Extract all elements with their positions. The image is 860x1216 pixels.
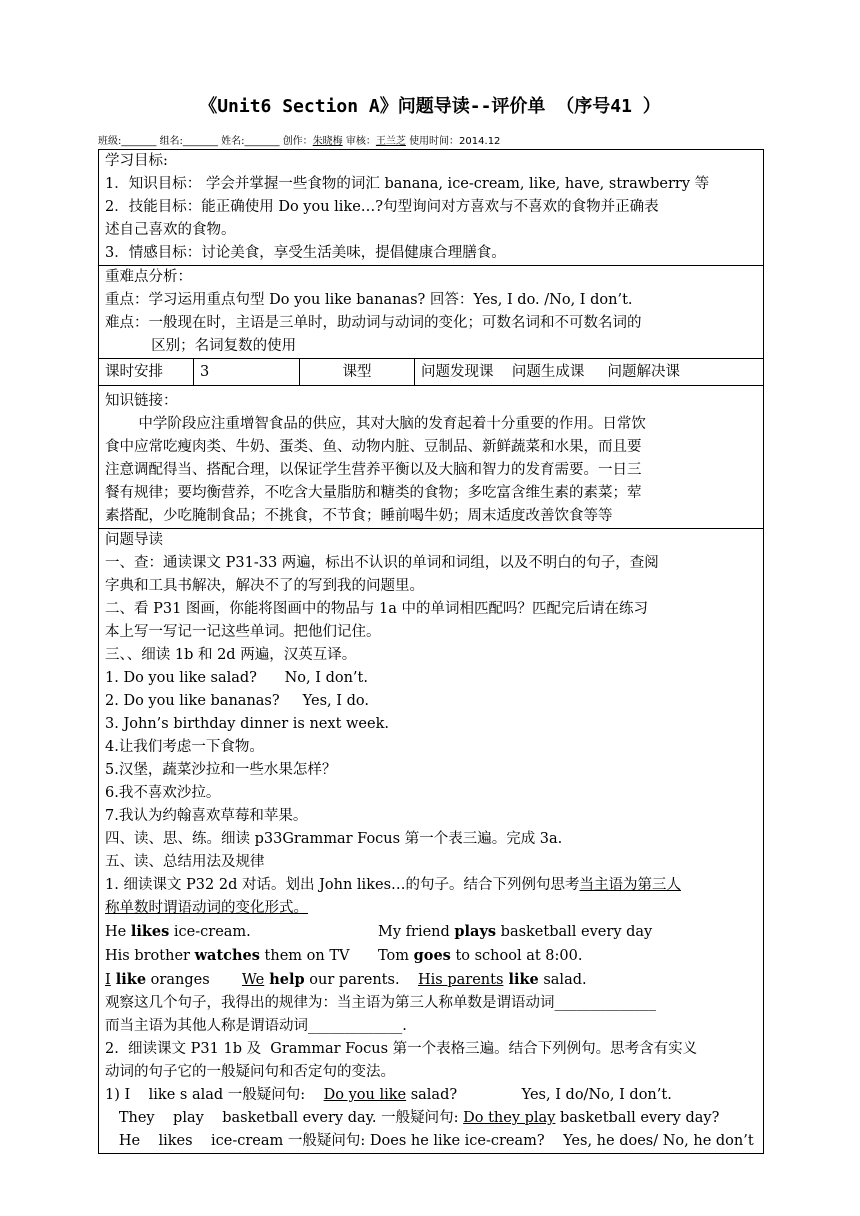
guide-line: 2. 细读课文 P31 1b 及 Grammar Focus 第一个表格三遍。结合下列例句。思考含有实义 bbox=[105, 1041, 698, 1057]
date-label: 使用时间：2014.12 bbox=[409, 136, 501, 147]
example-text: salad. bbox=[538, 972, 587, 988]
example-text: Tom bbox=[378, 948, 414, 964]
example-text: His brother bbox=[105, 948, 195, 964]
learning-goals-cell bbox=[99, 150, 764, 266]
guide-heading: 问题导读 bbox=[105, 532, 163, 548]
example-verb: goes bbox=[413, 947, 451, 964]
example-text: ice-cream. bbox=[169, 924, 251, 940]
example-verb: plays bbox=[454, 923, 497, 940]
key-points-cell bbox=[99, 266, 764, 359]
author-label: 创作： bbox=[282, 136, 313, 147]
example-row bbox=[105, 920, 757, 944]
key-point-line: 区别；名词复数的使用 bbox=[105, 338, 297, 354]
example-subject: We bbox=[241, 972, 265, 988]
example-sentence bbox=[378, 920, 652, 944]
example-row bbox=[105, 968, 757, 992]
author-value: 朱晓梅 bbox=[312, 136, 343, 147]
lesson-type-label: 课型 bbox=[300, 359, 415, 386]
reviewer-label: 审核： bbox=[345, 136, 376, 147]
guide-line: 三、、细读 1b 和 2d 两遍，汉英互译。 bbox=[105, 647, 357, 663]
translation-item: 3. John’s birthday dinner is next week. bbox=[105, 716, 389, 732]
translation-item: 5.汉堡，蔬菜沙拉和一些水果怎样？ bbox=[105, 762, 337, 778]
knowledge-line: 中学阶段应注重增智食品的供应，其对大脑的发育起着十分重要的作用。日常饮 bbox=[138, 416, 646, 432]
example-verb: likes bbox=[130, 923, 170, 940]
example-text: to school at 8:00. bbox=[450, 948, 583, 964]
observation-line: 观察这几个句子，我得出的规律为：当主语为第三人称单数是谓语动词______________ bbox=[105, 995, 656, 1011]
example-verb: help bbox=[264, 971, 305, 988]
knowledge-line: 注意调配得当、搭配合理，以保证学生营养平衡以及大脑和智力的发育需要。一日三 bbox=[105, 462, 642, 478]
guide-line: 本上写一写记一记这些单词。把他们记住。 bbox=[105, 624, 381, 640]
lesson-types: 问题发现课 问题生成课 问题解决课 bbox=[415, 359, 764, 386]
guide-line bbox=[105, 897, 757, 920]
guide-line: 动词的句子它的一般疑问句和否定句的变法。 bbox=[105, 1064, 395, 1080]
knowledge-heading: 知识链接： bbox=[105, 393, 178, 409]
group-field: 组名:_______ bbox=[159, 136, 218, 147]
example-verb: like bbox=[503, 971, 539, 988]
knowledge-line: 素搭配，少吃腌制食品；不挑食，不节食；睡前喝牛奶；周末适度改善饮食等等 bbox=[105, 508, 613, 524]
observation-line: 而当主语为其他人称是谓语动词_____________. bbox=[105, 1018, 407, 1034]
key-points-heading: 重难点分析： bbox=[105, 269, 192, 285]
document-meta bbox=[98, 132, 778, 147]
translation-item: 6.我不喜欢沙拉。 bbox=[105, 785, 221, 801]
rule-underlined: 称单数时谓语动词的变化形式。 bbox=[105, 900, 308, 916]
example-text: oranges bbox=[146, 972, 242, 988]
knowledge-line: 食中应常吃瘦肉类、牛奶、蛋类、鱼、动物内脏、豆制品、新鲜蔬菜和水果，而且要 bbox=[105, 439, 642, 455]
example-sentence bbox=[378, 944, 582, 968]
worksheet-table bbox=[98, 149, 764, 1154]
guide-line: 五、读、总结用法及规律 bbox=[105, 854, 265, 870]
question-text: basketball every day? bbox=[555, 1110, 720, 1126]
guide-line: 二、看 P31 图画，你能将图画中的物品与 1a 中的单词相匹配吗？匹配完后请在练习 bbox=[105, 601, 649, 617]
knowledge-link-cell bbox=[99, 386, 764, 529]
problem-guide-cell bbox=[99, 529, 764, 1154]
guide-line: 字典和工具书解决，解决不了的写到我的问题里。 bbox=[105, 578, 424, 594]
example-verb: like bbox=[110, 971, 147, 988]
example-text: them on TV bbox=[259, 948, 350, 964]
translation-item: 7.我认为约翰喜欢草莓和苹果。 bbox=[105, 808, 308, 824]
example-row bbox=[105, 944, 757, 968]
example-text: My friend bbox=[378, 924, 455, 940]
example-subject: His parents bbox=[418, 972, 504, 988]
reviewer-value: 王兰芝 bbox=[375, 136, 406, 147]
goal-line: 1．知识目标： 学会并掌握一些食物的词汇 banana, ice-cream, like, have, strawberry 等 bbox=[105, 176, 710, 192]
key-point-line: 重点：学习运用重点句型 Do you like bananas? 回答：Yes, I do. /No, I don’t. bbox=[105, 292, 633, 308]
learning-goals-heading: 学习目标: bbox=[105, 153, 168, 169]
question-underlined: Do they play bbox=[463, 1110, 556, 1126]
example-text: our parents. bbox=[304, 972, 418, 988]
guide-line: 四、读、思、练。细读 p33Grammar Focus 第一个表三遍。完成 3a. bbox=[105, 831, 563, 847]
question-line bbox=[105, 1107, 757, 1130]
goal-line: 3．情感目标：讨论美食，享受生活美味，提倡健康合理膳食。 bbox=[105, 245, 506, 261]
example-sentence bbox=[105, 920, 378, 944]
translation-item: 4.让我们考虑一下食物。 bbox=[105, 739, 264, 755]
example-subject: I bbox=[105, 972, 111, 988]
key-point-line: 难点：一般现在时，主语是三单时，助动词与动词的变化；可数名词和不可数名词的 bbox=[105, 315, 642, 331]
goal-line: 述自己喜欢的食物。 bbox=[105, 222, 236, 238]
question-line bbox=[105, 1084, 757, 1107]
question-text: salad? Yes, I do/No, I don’t. bbox=[406, 1087, 672, 1103]
example-verb: watches bbox=[194, 947, 260, 964]
knowledge-line: 餐有规律；要均衡营养，不吃含大量脂肪和糖类的食物；多吃富含维生素的素菜；荤 bbox=[105, 485, 642, 501]
guide-line bbox=[105, 874, 757, 897]
name-field: 姓名:_______ bbox=[221, 136, 280, 147]
example-sentence bbox=[105, 944, 378, 968]
page-title: 《Unit6 Section A》问题导读--评价单 （序号41 ） bbox=[199, 96, 661, 117]
translation-item: 1. Do you like salad? No, I don’t. bbox=[105, 670, 368, 686]
rule-underlined: 当主语为第三人 bbox=[579, 877, 682, 893]
translation-item: 2. Do you like bananas? Yes, I do. bbox=[105, 693, 369, 709]
question-underlined: Do you like bbox=[323, 1087, 407, 1103]
class-field: 班级:_______ bbox=[98, 136, 157, 147]
schedule-value: 3 bbox=[194, 359, 300, 386]
rule-text: 1. 细读课文 P32 2d 对话。划出 John likes…的句子。结合下列例句思考 bbox=[105, 877, 580, 893]
example-text: basketball every day bbox=[496, 924, 653, 940]
schedule-label: 课时安排 bbox=[99, 359, 194, 386]
question-text: 1) I like s alad 一般疑问句: bbox=[105, 1087, 324, 1103]
guide-line: 一、查：通读课文 P31-33 两遍，标出不认识的单词和词组，以及不明白的句子，查阅 bbox=[105, 555, 659, 571]
example-text: He bbox=[105, 924, 131, 940]
question-text: They play basketball every day. 一般疑问句: bbox=[105, 1110, 464, 1126]
goal-line: 2．技能目标：能正确使用 Do you like…?句型询问对方喜欢与不喜欢的食物并正确表 bbox=[105, 199, 659, 215]
question-line: He likes ice-cream 一般疑问句: Does he like ice-cream? Yes, he does/ No, he don’t bbox=[105, 1133, 754, 1149]
